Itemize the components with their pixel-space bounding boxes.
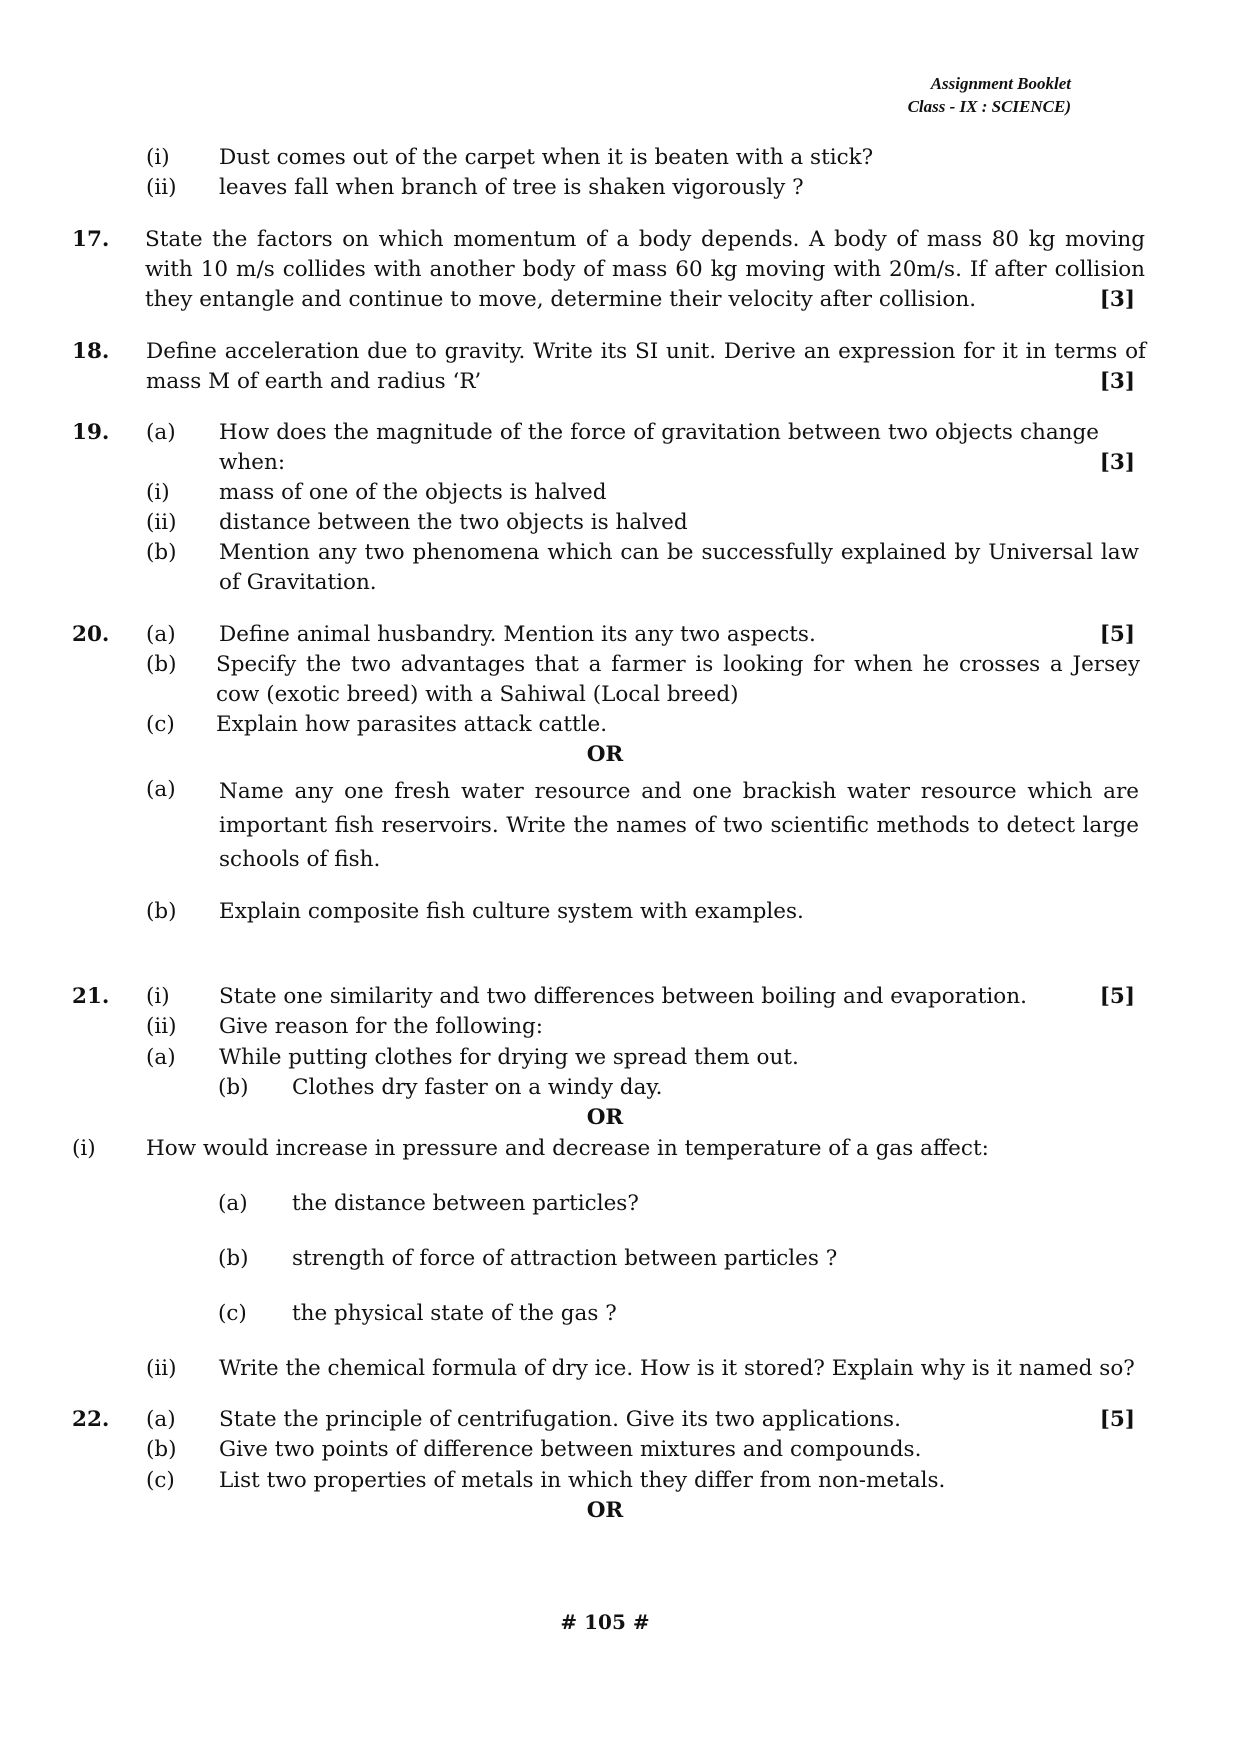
question-21-alt-a-label: (a)	[218, 1191, 248, 1216]
question-21-alt-ii-text: Write the chemical formula of dry ice. How is it stored? Explain why is it named so?	[219, 1356, 1135, 1381]
question-20-alt-b-label: (b)	[146, 899, 177, 924]
question-17-text: State the factors on which momentum of a body depends. A body of mass 80 kg moving with 10 m/s collides with another body of mass 60 kg moving with 20m/s. If after collision they entangle and continue to move, determine their velocity after collision.	[145, 227, 1145, 312]
page-header	[908, 72, 1071, 118]
question-21-b-text: Clothes dry faster on a windy day.	[292, 1075, 663, 1100]
question-21-ii-text: Give reason for the following:	[219, 1014, 544, 1039]
question-number-20: 20.	[72, 622, 110, 647]
header-class-subject: Class - IX : SCIENCE)	[907, 97, 1071, 116]
question-21-a-label: (a)	[146, 1045, 176, 1070]
question-22-a-label: (a)	[146, 1407, 176, 1432]
header-booklet-title: Assignment Booklet	[930, 74, 1071, 93]
question-number-21: 21.	[72, 984, 110, 1009]
question-20-a-text: Define animal husbandry. Mention its any two aspects.	[219, 622, 816, 647]
question-21-alt-c-text: the physical state of the gas ?	[292, 1301, 617, 1326]
question-17-marks: [3]	[1099, 287, 1135, 312]
question-22-c-label: (c)	[146, 1468, 175, 1493]
question-19-a-label: (a)	[146, 420, 176, 445]
question-21-alt-b-label: (b)	[218, 1246, 249, 1271]
question-number-17: 17.	[72, 227, 110, 252]
question-20-marks: [5]	[1099, 622, 1135, 647]
question-22-b-text: Give two points of difference between mixtures and compounds.	[219, 1437, 922, 1462]
question-number-18: 18.	[72, 339, 110, 364]
question-19-marks: [3]	[1099, 450, 1135, 475]
question-number-19: 19.	[72, 420, 110, 445]
question-21-alt-c-label: (c)	[218, 1301, 247, 1326]
question-19-ii-label: (ii)	[146, 510, 177, 535]
question-19-i-label: (i)	[146, 480, 170, 505]
item-label: (ii)	[146, 175, 177, 200]
question-18-marks: [3]	[1099, 369, 1135, 394]
question-21-or-divider: OR	[586, 1105, 624, 1130]
item-text: Dust comes out of the carpet when it is beaten with a stick?	[219, 145, 874, 170]
question-21-marks: [5]	[1099, 984, 1135, 1009]
question-21-i-label: (i)	[146, 984, 170, 1009]
question-20-or-divider: OR	[586, 742, 624, 767]
question-19-ii-text: distance between the two objects is halved	[219, 510, 688, 535]
question-19-i-text: mass of one of the objects is halved	[219, 480, 607, 505]
question-21-a-text: While putting clothes for drying we spread them out.	[219, 1045, 799, 1070]
page-number: # 105 #	[560, 1610, 650, 1634]
question-21-alt-i-text: How would increase in pressure and decrease in temperature of a gas affect:	[146, 1136, 989, 1161]
question-22-b-label: (b)	[146, 1437, 177, 1462]
question-21-i-text: State one similarity and two differences between boiling and evaporation.	[219, 984, 1027, 1009]
question-20-alt-b-text: Explain composite fish culture system with examples.	[219, 899, 804, 924]
question-21-alt-b-text: strength of force of attraction between particles ?	[292, 1246, 838, 1271]
item-text: leaves fall when branch of tree is shaken vigorously ?	[219, 175, 804, 200]
question-21-b-label: (b)	[218, 1075, 249, 1100]
question-22-marks: [5]	[1099, 1407, 1135, 1432]
question-22-or-divider: OR	[586, 1498, 624, 1523]
question-20-c-label: (c)	[146, 712, 175, 737]
question-18-text: Define acceleration due to gravity. Write its SI unit. Derive an expression for it in terms of mass M of earth and radius ‘R’	[146, 339, 1146, 394]
question-20-alt-a-text: Name any one fresh water resource and one brackish water resource which are important fish reservoirs. Write the names of two scientific methods to detect large schools of fish.	[219, 779, 1139, 872]
question-21-alt-ii-label: (ii)	[146, 1356, 177, 1381]
question-20-c-text: Explain how parasites attack cattle.	[216, 712, 608, 737]
question-21-ii-label: (ii)	[146, 1014, 177, 1039]
question-19-a-text: How does the magnitude of the force of gravitation between two objects change when:	[219, 420, 1099, 475]
question-19-b-text: Mention any two phenomena which can be successfully explained by Universal law of Gravitation.	[219, 540, 1139, 595]
question-21-alt-a-text: the distance between particles?	[292, 1191, 639, 1216]
question-20-alt-a-label: (a)	[146, 777, 176, 802]
question-21-alt-i-label: (i)	[72, 1136, 96, 1161]
question-20-a-label: (a)	[146, 622, 176, 647]
question-22-a-text: State the principle of centrifugation. Give its two applications.	[219, 1407, 901, 1432]
question-number-22: 22.	[72, 1407, 110, 1432]
question-20-b-text: Specify the two advantages that a farmer is looking for when he crosses a Jersey cow (exotic breed) with a Sahiwal (Local breed)	[216, 652, 1140, 707]
item-label: (i)	[146, 145, 170, 170]
question-19-b-label: (b)	[146, 540, 177, 565]
question-22-c-text: List two properties of metals in which they differ from non-metals.	[219, 1468, 946, 1493]
question-20-b-label: (b)	[146, 652, 177, 677]
